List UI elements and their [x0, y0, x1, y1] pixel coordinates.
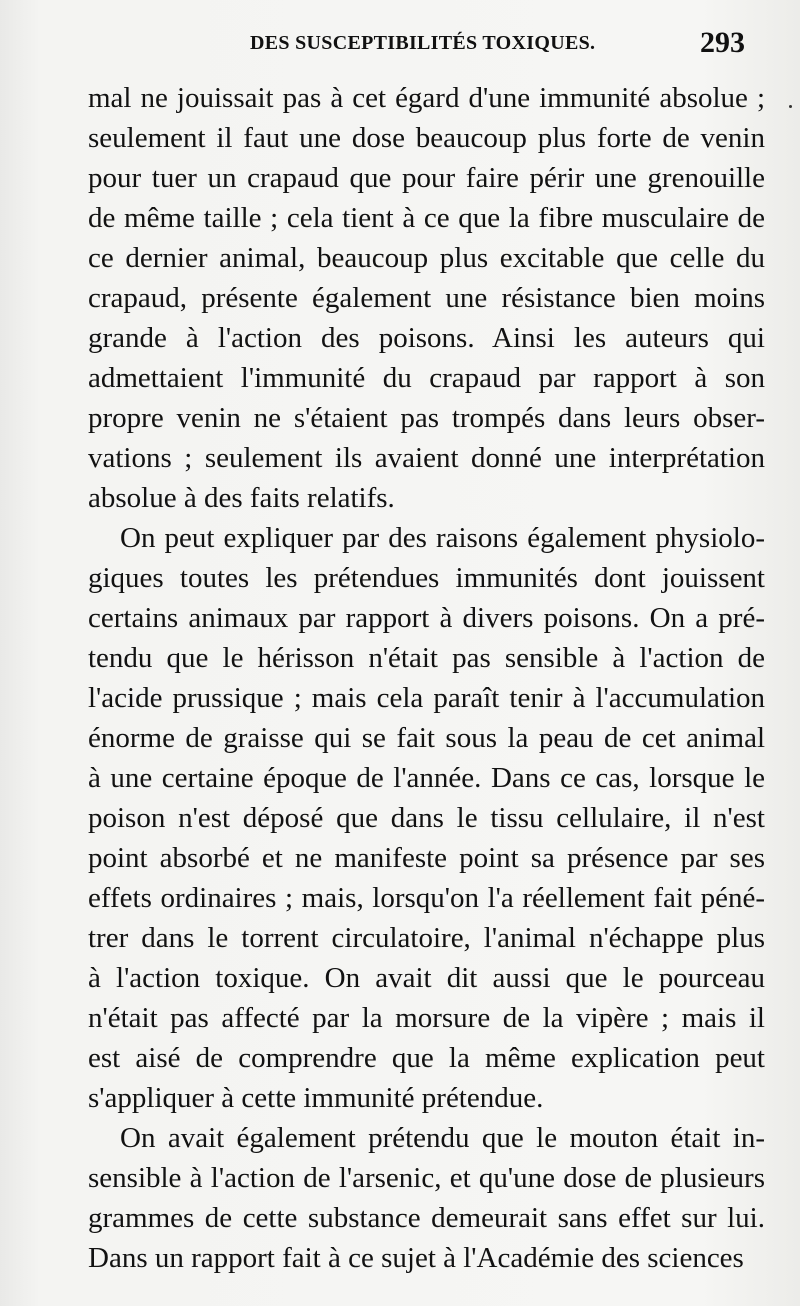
- text-line: vations ; seulement ils avaient donné une interprétation: [88, 442, 765, 474]
- text-line: admettaient l'immunité du crapaud par rapport à son: [88, 362, 765, 394]
- text-line: grammes de cette substance demeurait sans effet sur lui.: [88, 1202, 765, 1234]
- text-line: à une certaine époque de l'année. Dans ce cas, lorsque le: [88, 762, 765, 794]
- text-line: mal ne jouissait pas à cet égard d'une immunité absolue ;: [88, 82, 765, 114]
- page-number: 293: [700, 26, 745, 59]
- text-line: s'appliquer à cette immunité prétendue.: [88, 1082, 544, 1114]
- paragraph: [88, 78, 765, 518]
- text-line: ce dernier animal, beaucoup plus excitable que celle du: [88, 242, 765, 274]
- text-line: grande à l'action des poisons. Ainsi les auteurs qui: [88, 322, 765, 354]
- text-line: On avait également prétendu que le mouton était in-: [120, 1122, 765, 1154]
- text-line: est aisé de comprendre que la même explication peut: [88, 1042, 765, 1074]
- text-line: de même taille ; cela tient à ce que la fibre musculaire de: [88, 202, 765, 234]
- text-line: On peut expliquer par des raisons également physiolo-: [120, 522, 765, 554]
- paragraph: [88, 1118, 765, 1278]
- paragraph: [88, 518, 765, 1118]
- text-line: n'était pas affecté par la morsure de la vipère ; mais il: [88, 1002, 765, 1034]
- text-line: absolue à des faits relatifs.: [88, 482, 395, 514]
- text-line: à l'action toxique. On avait dit aussi que le pourceau: [88, 962, 765, 994]
- text-line: giques toutes les prétendues immunités dont jouissent: [88, 562, 765, 594]
- text-line: effets ordinaires ; mais, lorsqu'on l'a réellement fait péné-: [88, 882, 765, 914]
- text-line: propre venin ne s'étaient pas trompés dans leurs obser-: [88, 402, 765, 434]
- specks: [789, 105, 792, 108]
- text-line: l'acide prussique ; mais cela paraît tenir à l'accumulation: [88, 682, 765, 714]
- body-text: [88, 78, 765, 1278]
- text-line: crapaud, présente également une résistance bien moins: [88, 282, 765, 314]
- text-line: trer dans le torrent circulatoire, l'animal n'échappe plus: [88, 922, 765, 954]
- text-line: tendu que le hérisson n'était pas sensible à l'action de: [88, 642, 765, 674]
- text-line: poison n'est déposé que dans le tissu cellulaire, il n'est: [88, 802, 765, 834]
- text-line: énorme de graisse qui se fait sous la peau de cet animal: [88, 722, 765, 754]
- text-line: sensible à l'action de l'arsenic, et qu'une dose de plusieurs: [88, 1162, 765, 1194]
- text-line: certains animaux par rapport à divers poisons. On a pré-: [88, 602, 765, 634]
- text-line: seulement il faut une dose beaucoup plus forte de venin: [88, 122, 765, 154]
- text-line: Dans un rapport fait à ce sujet à l'Académie des sciences: [88, 1242, 744, 1274]
- text-line: point absorbé et ne manifeste point sa présence par ses: [88, 842, 765, 874]
- text-line: pour tuer un crapaud que pour faire périr une grenouille: [88, 162, 765, 194]
- running-title: DES SUSCEPTIBILITÉS TOXIQUES.: [250, 32, 596, 54]
